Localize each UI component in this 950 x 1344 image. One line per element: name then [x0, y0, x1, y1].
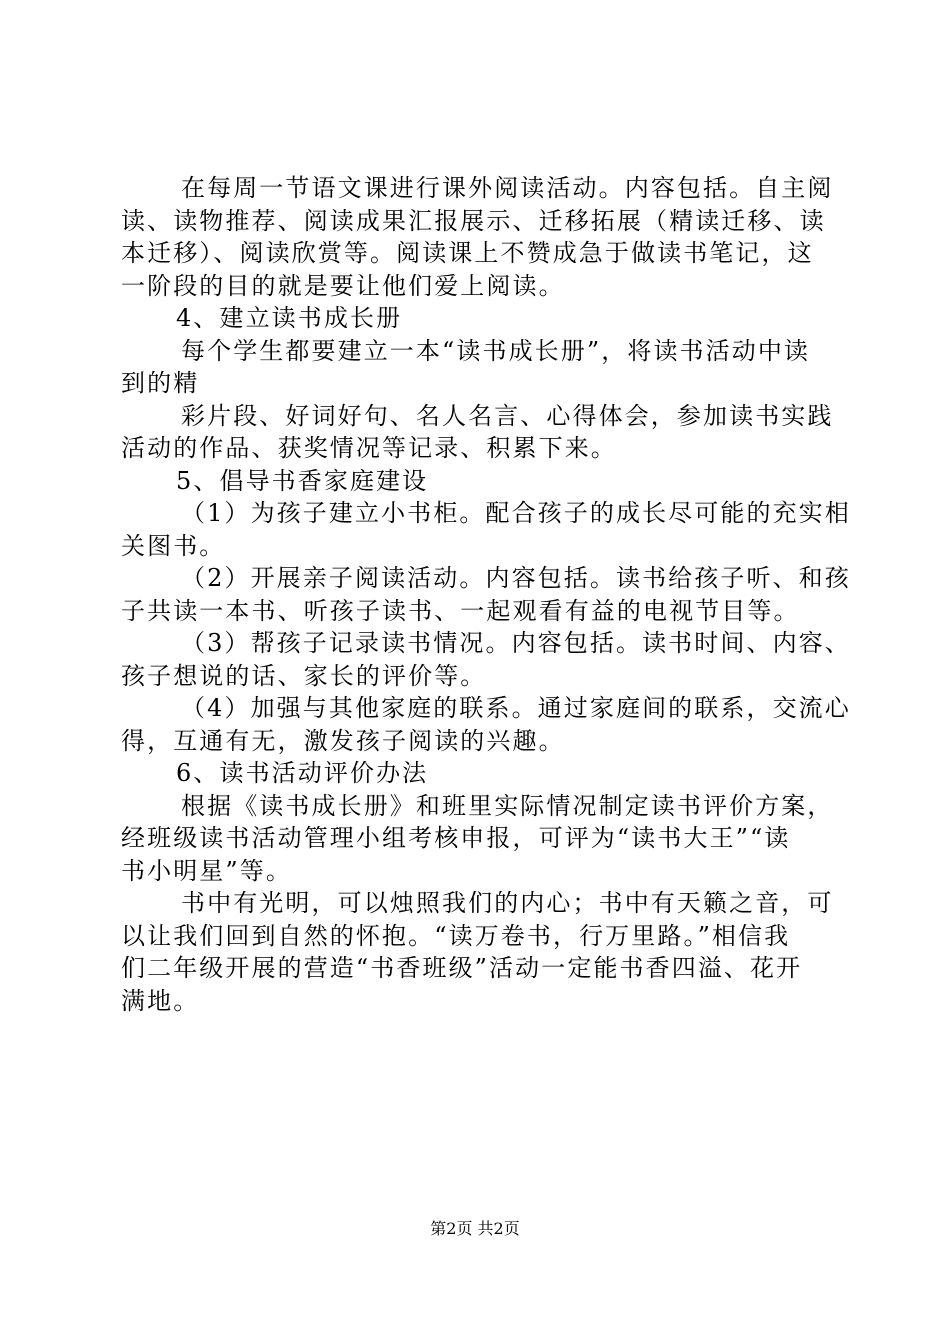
text-line: 到的精 — [121, 369, 200, 397]
document-body — [121, 172, 851, 1017]
text-line: （4）加强与其他家庭的联系。通过家庭间的联系，交流心 — [181, 694, 851, 722]
text-line: 得，互通有无，激发孩子阅读的兴趣。 — [121, 726, 565, 755]
text-line: 读、读物推荐、阅读成果汇报展示、迁移拓展（精读迁移、读 — [121, 206, 826, 235]
text-line: 子共读一本书、听孩子读书、一起观看有益的电视节目等。 — [121, 596, 800, 625]
text-line: 一阶段的目的就是要让他们爱上阅读。 — [121, 271, 565, 300]
text-line: 本迁移）、阅读欣赏等。阅读课上不赞成急于做读书笔记，这 — [121, 239, 814, 267]
text-line: 根据《读书成长册》和班里实际情况制定读书评价方案， — [181, 791, 834, 820]
text-line: 满地。 — [121, 986, 200, 1015]
section-heading: 5、倡导书香家庭建设 — [176, 466, 429, 495]
text-line: 以让我们回到自然的怀抱。“读万卷书，行万里路。”相信我 — [121, 921, 791, 950]
text-line: 关图书。 — [121, 531, 226, 560]
text-line: 书小明星”等。 — [121, 856, 292, 885]
text-line: 孩子想说的话、家长的评价等。 — [121, 661, 487, 690]
section-heading: 6、读书活动评价办法 — [176, 759, 429, 787]
text-line: 活动的作品、获奖情况等记录、积累下来。 — [121, 434, 617, 462]
section-heading: 4、建立读书成长册 — [176, 304, 403, 332]
text-line: 们二年级开展的营造“书香班级”活动一定能书香四溢、花开 — [121, 954, 803, 982]
text-line: 经班级读书活动管理小组考核申报，可评为“读书大王”“读 — [121, 824, 791, 852]
text-line: 在每周一节语文课进行课外阅读活动。内容包括。自主阅 — [181, 174, 834, 202]
text-line: （3）帮孩子记录读书情况。内容包括。读书时间、内容、 — [181, 629, 851, 657]
text-line: 书中有光明，可以烛照我们的内心；书中有天籁之音，可 — [181, 889, 834, 917]
text-line: 每个学生都要建立一本“读书成长册”，将读书活动中读 — [181, 336, 811, 365]
page-footer: 第2页 共2页 — [430, 1219, 520, 1238]
text-line: 彩片段、好词好句、名人名言、心得体会，参加读书实践 — [181, 401, 834, 430]
text-line: （2）开展亲子阅读活动。内容包括。读书给孩子听、和孩 — [181, 564, 851, 592]
text-line: （1）为孩子建立小书柜。配合孩子的成长尽可能的充实相 — [181, 499, 851, 527]
